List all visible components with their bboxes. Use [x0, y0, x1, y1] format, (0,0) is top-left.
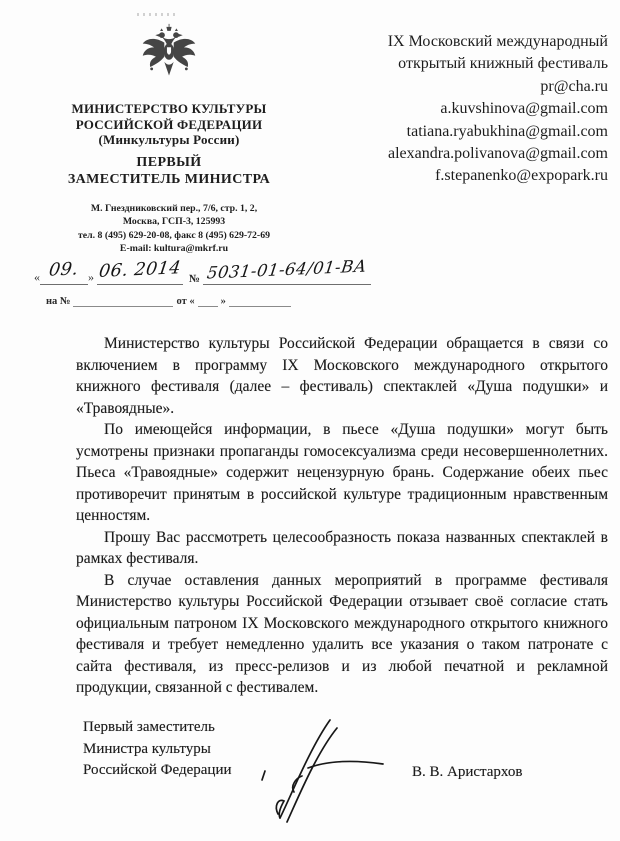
- date-day-blank: [40, 260, 88, 285]
- recipient-email-3: tatiana.ryabukhina@gmail.com: [406, 122, 608, 140]
- scan-artifact: [137, 13, 179, 16]
- handwritten-signature-icon: [250, 706, 390, 828]
- russia-coat-of-arms-icon: [139, 22, 199, 82]
- reply-reference-line: [46, 295, 346, 307]
- date-monthyear-blank: [97, 260, 183, 285]
- number-blank: [203, 256, 371, 285]
- body-paragraph-4: В случае оставления данных мероприятий в программе фестиваля Министерство культуры Российской Федерации отзывает своё согласие стать официальным патроном IX Московского международного открытого книжного фестиваля и требует немедленно удалить все указания о таком патронате с сайта фестиваля, из пресс-релизов и из любой печатной и рекламной продукции, связанной с фестивалем.: [76, 571, 608, 696]
- address-phone-fax: тел. 8 (495) 629-20-08, факс 8 (495) 629-72-69: [78, 229, 270, 241]
- ministry-address-block: [24, 202, 324, 255]
- reference-line: [34, 256, 374, 290]
- ministry-name-line2: РОССИЙСКОЙ ФЕДЕРАЦИИ: [75, 116, 263, 132]
- recipient-email-5: f.stepanenko@expopark.ru: [435, 167, 608, 185]
- reply-from-label: от «: [176, 296, 195, 307]
- address-city: Москва, ГСП-3, 125993: [122, 216, 226, 228]
- open-quote: «: [34, 270, 40, 284]
- handwritten-month-year: 06. 2014: [97, 258, 183, 282]
- address-email: E-mail: kultura@mkrf.ru: [119, 242, 229, 254]
- reply-prefix-label: на №: [46, 296, 71, 307]
- recipient-email-2: a.kuvshinova@gmail.com: [440, 100, 608, 118]
- sender-position-block: [44, 155, 294, 188]
- recipient-email-1: pr@cha.ru: [540, 77, 608, 95]
- signer-title-line3: Российской Федерации: [83, 762, 232, 779]
- body-paragraph-1: Министерство культуры Российской Федерации обращается в связи со включением в программу IX Московского международного открытого книжного фестиваля (далее – фестиваль) спектаклей «Душа подушки» и «Травоядные».: [76, 335, 608, 417]
- sender-position-line2: ЗАМЕСТИТЕЛЬ МИНИСТРА: [67, 171, 271, 187]
- number-sign: №: [189, 273, 201, 285]
- ministry-name-block: [44, 101, 294, 148]
- address-street: М. Гнездниковский пер., 7/6, стр. 1, 2,: [90, 203, 258, 214]
- reply-day-blank: [198, 295, 218, 307]
- recipient-block: [278, 31, 608, 188]
- handwritten-day: 09.: [48, 259, 80, 281]
- ministry-name-line1: МИНИСТЕРСТВО КУЛЬТУРЫ: [71, 101, 267, 116]
- handwritten-number: 5031-01-64/01-ВА: [205, 256, 369, 283]
- letter-body: [76, 333, 608, 699]
- body-paragraph-2: По имеющейся информации, в пьесе «Душа подушки» могут быть усмотрены признаки пропаганды гомосексуализма среди несовершеннолетних. Пьеса «Травоядные» содержит нецензурную брань. Содержание обеих пьес противоречит принятым в российской культуре традиционным нравственным ценностям.: [76, 421, 608, 524]
- recipient-email-4: alexandra.polivanova@gmail.com: [388, 145, 608, 163]
- reply-date-blank: [229, 295, 291, 307]
- sender-position-line1: ПЕРВЫЙ: [136, 155, 202, 170]
- signer-title-block: [83, 717, 232, 782]
- ministry-name-line3: (Минкультуры России): [98, 132, 240, 147]
- signer-title-line2: Министра культуры: [83, 740, 211, 757]
- reply-close-quote: »: [220, 296, 226, 307]
- recipient-org-line1: IX Московский международный: [387, 33, 608, 50]
- close-quote: »: [88, 270, 94, 284]
- signer-name: В. В. Аристархов: [412, 764, 523, 780]
- signer-title-line1: Первый заместитель: [83, 719, 215, 735]
- body-paragraph-3: Прошу Вас рассмотреть целесообразность показа названных спектаклей в рамках фестиваля.: [76, 528, 608, 567]
- reply-number-blank: [73, 295, 173, 307]
- recipient-org-line2: открытый книжный фестиваль: [398, 55, 608, 73]
